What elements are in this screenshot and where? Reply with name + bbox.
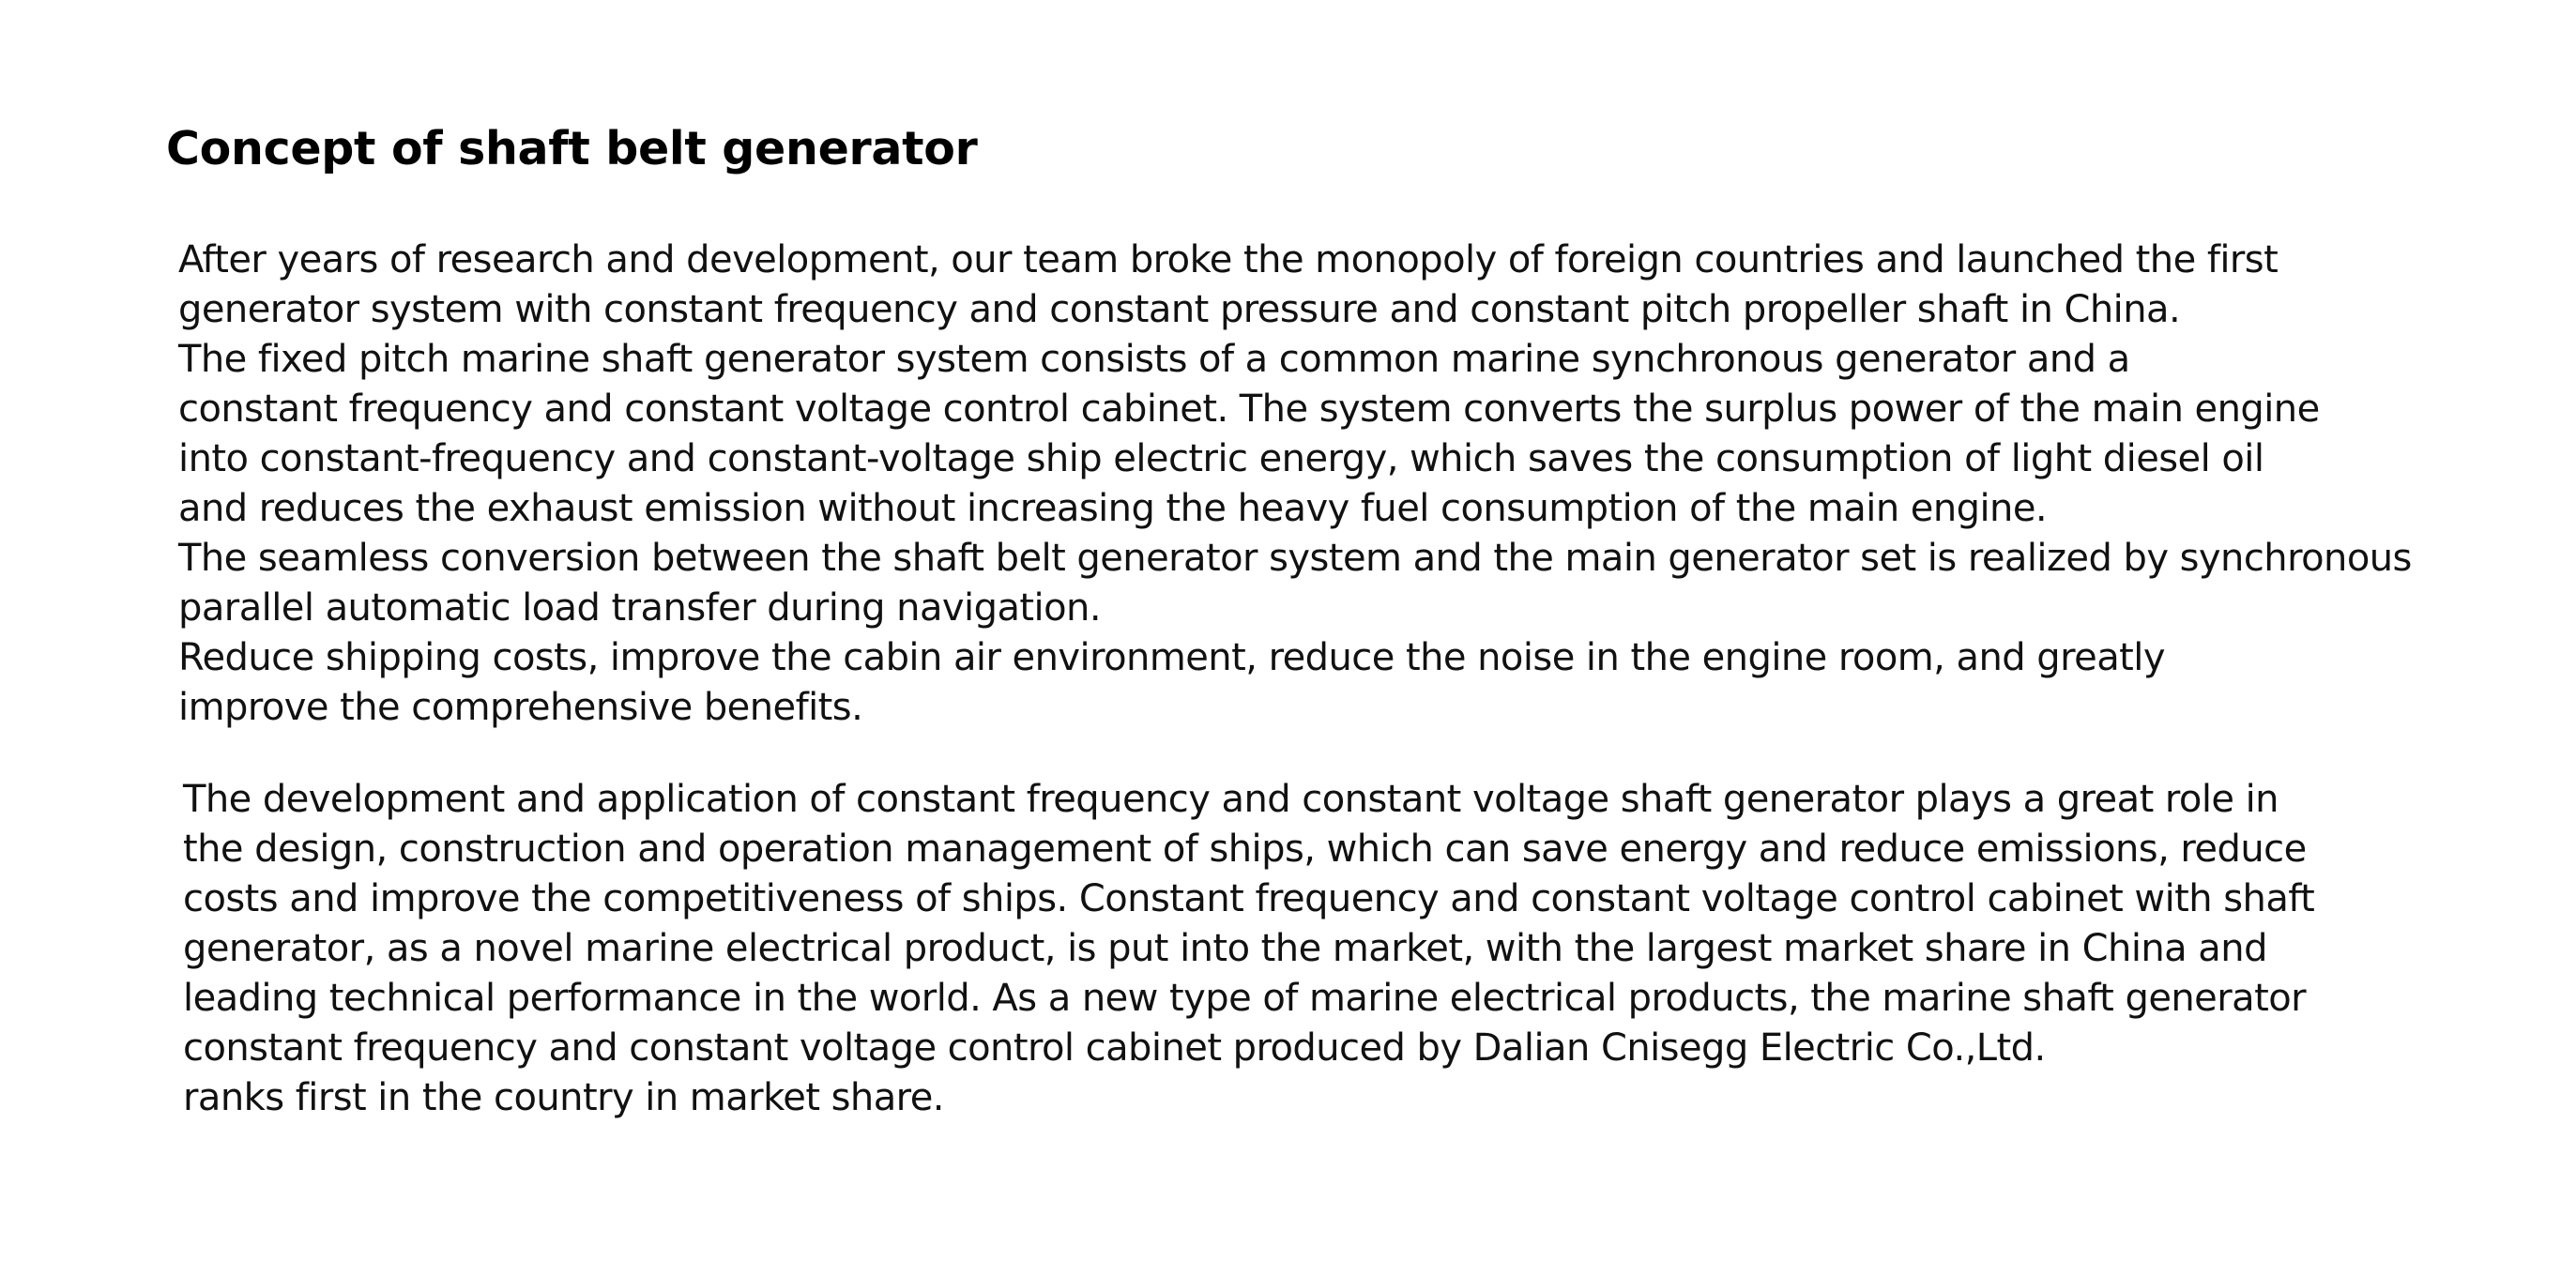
text-line: improve the comprehensive benefits. bbox=[178, 686, 863, 729]
intro-paragraph bbox=[178, 235, 2412, 733]
text-line: constant frequency and constant voltage control cabinet. The system converts the surplus power of the main engine bbox=[178, 387, 2320, 431]
development-paragraph bbox=[183, 775, 2314, 1123]
text-line: generator, as a novel marine electrical product, is put into the market, with the largest market share in China and bbox=[183, 927, 2267, 970]
text-line: costs and improve the competitiveness of ships. Constant frequency and constant voltage control cabinet with shaft bbox=[183, 877, 2315, 920]
text-line: into constant-frequency and constant-voltage ship electric energy, which saves the consumption of light diesel oil bbox=[178, 437, 2264, 480]
text-line: parallel automatic load transfer during navigation. bbox=[178, 586, 1102, 630]
text-line: ranks first in the country in market share. bbox=[183, 1076, 944, 1119]
text-line: the design, construction and operation management of ships, which can save energy and reduce emissions, reduce bbox=[183, 828, 2307, 871]
page-title: Concept of shaft belt generator bbox=[166, 122, 978, 175]
text-line: generator system with constant frequency and constant pressure and constant pitch propeller shaft in China. bbox=[178, 288, 2181, 331]
text-line: leading technical performance in the world. As a new type of marine electrical products, the marine shaft generator bbox=[183, 977, 2307, 1020]
text-line: After years of research and development, our team broke the monopoly of foreign countries and launched the first bbox=[178, 238, 2279, 281]
text-line: and reduces the exhaust emission without increasing the heavy fuel consumption of the main engine. bbox=[178, 487, 2048, 530]
text-line: The fixed pitch marine shaft generator system consists of a common marine synchronous generator and a bbox=[178, 338, 2130, 381]
text-line: constant frequency and constant voltage control cabinet produced by Dalian Cnisegg Electric Co.,Ltd. bbox=[183, 1026, 2046, 1070]
text-line: The seamless conversion between the shaft belt generator system and the main generator set is realized by synchronous bbox=[178, 537, 2412, 580]
text-line: Reduce shipping costs, improve the cabin air environment, reduce the noise in the engine room, and greatly bbox=[178, 636, 2165, 679]
text-line: The development and application of constant frequency and constant voltage shaft generator plays a great role in bbox=[183, 778, 2279, 821]
